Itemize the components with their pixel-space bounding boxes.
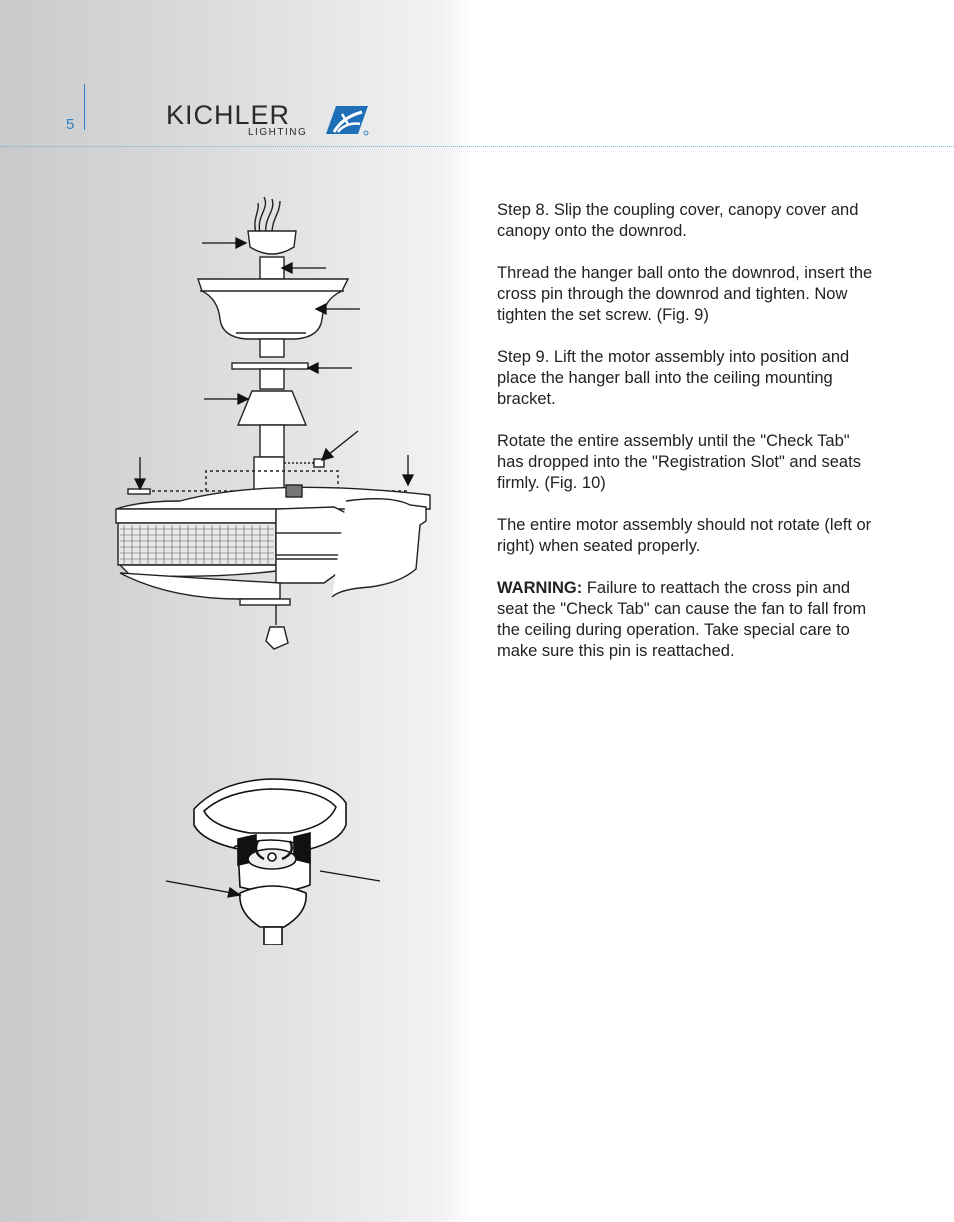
kichler-logo (166, 100, 378, 140)
no-rotate-text: The entire motor assembly should not rotate (left or right) when seated properly. (497, 516, 872, 555)
header-dotted-rule (0, 146, 954, 147)
warning-paragraph (497, 578, 877, 662)
figure-9-fan-assembly (110, 195, 440, 655)
rotate-text: Rotate the entire assembly until the "Check Tab" has dropped into the "Registration Slot" and seats firmly. (Fig. 10) (497, 432, 861, 492)
warning-text: Failure to reattach the cross pin and seat the "Check Tab" can cause the fan to fall from the ceiling during operation. Take special care to make sure this pin is reattached. (497, 579, 867, 660)
step-9-text: Step 9. Lift the motor assembly into position and place the hanger ball into the ceiling mounting bracket. (497, 348, 850, 408)
header-divider (84, 84, 85, 130)
step-8-text: Step 8. Slip the coupling cover, canopy cover and canopy onto the downrod. (497, 201, 859, 240)
figure-10-hanger-bracket (160, 775, 390, 945)
kichler-logo-mark-icon (322, 104, 370, 136)
warning-label: WARNING: (497, 579, 583, 597)
logo-brand-text: KICHLER (166, 100, 291, 130)
logo-sub-text: LIGHTING (248, 127, 308, 138)
instructions-column (497, 200, 877, 683)
hanger-ball-text: Thread the hanger ball onto the downrod, insert the cross pin through the downrod and tighten. Now tighten the set screw. (Fig. 9) (497, 264, 873, 324)
page-number: 5 (66, 116, 75, 133)
